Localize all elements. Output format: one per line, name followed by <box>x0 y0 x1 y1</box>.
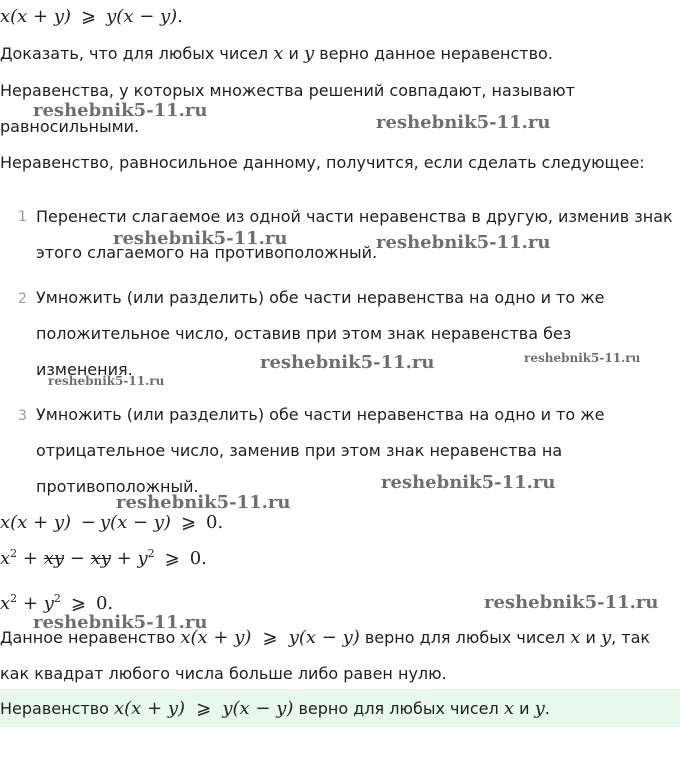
conj: и <box>585 628 596 647</box>
step-2 <box>0 547 207 569</box>
rule-index: 3 <box>18 408 27 424</box>
watermark: reshebnik5-11.ru <box>381 472 556 493</box>
answer-lhs: x(x + y) <box>114 698 186 719</box>
step2-rhs: 0. <box>189 548 207 569</box>
conclusion-prefix: Данное неравенство <box>0 628 176 647</box>
answer-prefix: Неравенство <box>0 699 109 718</box>
step2-plus: + <box>22 548 38 569</box>
var-x: x <box>503 698 514 719</box>
relation: ⩾ <box>81 6 97 27</box>
rule-text: Перенести слагаемое из одной части неравенства в другую, изменив знак <box>36 207 673 226</box>
definition-line2: равносильными. <box>0 117 140 136</box>
task-suffix: верно данное неравенство. <box>319 44 553 63</box>
conclusion-line2: как квадрат любого числа больше либо равен нулю. <box>0 664 447 683</box>
exponent: 2 <box>10 547 18 560</box>
rule-text: положительное число, оставив при этом знак неравенства без <box>36 324 572 343</box>
watermark: reshebnik5-11.ru <box>113 228 288 249</box>
step1-term: y(x − y) <box>99 512 171 533</box>
watermark: reshebnik5-11.ru <box>116 492 291 513</box>
step2-xy-cancelled: xy <box>43 548 65 569</box>
answer-rel: ⩾ <box>196 698 212 719</box>
watermark: reshebnik5-11.ru <box>376 232 551 253</box>
watermark: reshebnik5-11.ru <box>524 351 641 365</box>
rule-index: 1 <box>18 209 27 225</box>
header-inequality <box>0 6 183 27</box>
var-y: y <box>534 698 545 719</box>
step-1 <box>0 512 223 533</box>
rule-text: этого слагаемого на противоположный. <box>36 243 378 262</box>
var-x: x <box>570 627 581 648</box>
exponent: 2 <box>10 592 18 605</box>
step2-minus: − <box>69 548 85 569</box>
step3-x: x <box>0 593 11 614</box>
task-prefix: Доказать, что для любых чисел <box>0 44 269 63</box>
var-y: y <box>303 43 315 64</box>
var-x: x <box>273 43 284 64</box>
answer-middle: верно для любых чисел <box>298 699 499 718</box>
watermark: reshebnik5-11.ru <box>33 612 208 633</box>
conclusion-lhs: x(x + y) <box>180 627 252 648</box>
conclusion-rel: ⩾ <box>262 627 278 648</box>
watermark: reshebnik5-11.ru <box>33 100 208 121</box>
step3-rhs: 0. <box>95 593 114 614</box>
step2-plus: + <box>116 548 132 569</box>
intro-text: Неравенство, равносильное данному, получится, если сделать следующее: <box>0 153 645 172</box>
var-y: y <box>600 627 612 648</box>
rhs: y(x − y). <box>106 6 183 27</box>
step1-lhs: x(x + y) <box>0 512 72 533</box>
step2-y: y <box>137 548 148 569</box>
answer-text <box>0 699 550 719</box>
step2-xy-cancelled: xy <box>90 548 111 569</box>
step3-y: y <box>43 593 54 614</box>
watermark: reshebnik5-11.ru <box>376 112 551 133</box>
definition-line1: Неравенства, у которых множества решений совпадают, называют <box>0 81 575 100</box>
conclusion-middle: верно для любых чисел <box>364 628 566 647</box>
rule-text: Умножить (или разделить) обе части неравенства на одно и то же <box>36 288 605 307</box>
answer-rhs: y(x − y) <box>222 698 294 719</box>
rule-index: 2 <box>18 291 27 307</box>
conj: и <box>519 699 530 718</box>
step1-rhs: 0. <box>206 512 224 533</box>
watermark: reshebnik5-11.ru <box>484 592 659 613</box>
rule-text: противоположный. <box>36 477 199 496</box>
watermark: reshebnik5-11.ru <box>48 374 165 388</box>
step3-rel: ⩾ <box>70 593 86 614</box>
rule-text: изменения. <box>36 360 133 379</box>
step3-plus: + <box>22 593 38 614</box>
exponent: 2 <box>147 547 155 560</box>
step-3 <box>0 592 113 614</box>
exponent: 2 <box>53 592 61 605</box>
conclusion-tail: , так <box>611 628 651 647</box>
step1-minus: − <box>80 512 96 533</box>
rule-text: Умножить (или разделить) обе части неравенства на одно и то же <box>36 405 605 424</box>
answer-end: . <box>544 699 550 718</box>
conclusion-rhs: y(x − y) <box>288 627 360 648</box>
step2-rel: ⩾ <box>164 548 180 569</box>
step1-rel: ⩾ <box>180 512 197 533</box>
rule-text: отрицательное число, заменив при этом знак неравенства на <box>36 441 563 460</box>
task-statement <box>0 44 553 64</box>
conj: и <box>288 44 299 63</box>
watermark: reshebnik5-11.ru <box>260 352 435 373</box>
lhs: x(x + y) <box>0 6 72 27</box>
step2-x: x <box>0 548 11 569</box>
